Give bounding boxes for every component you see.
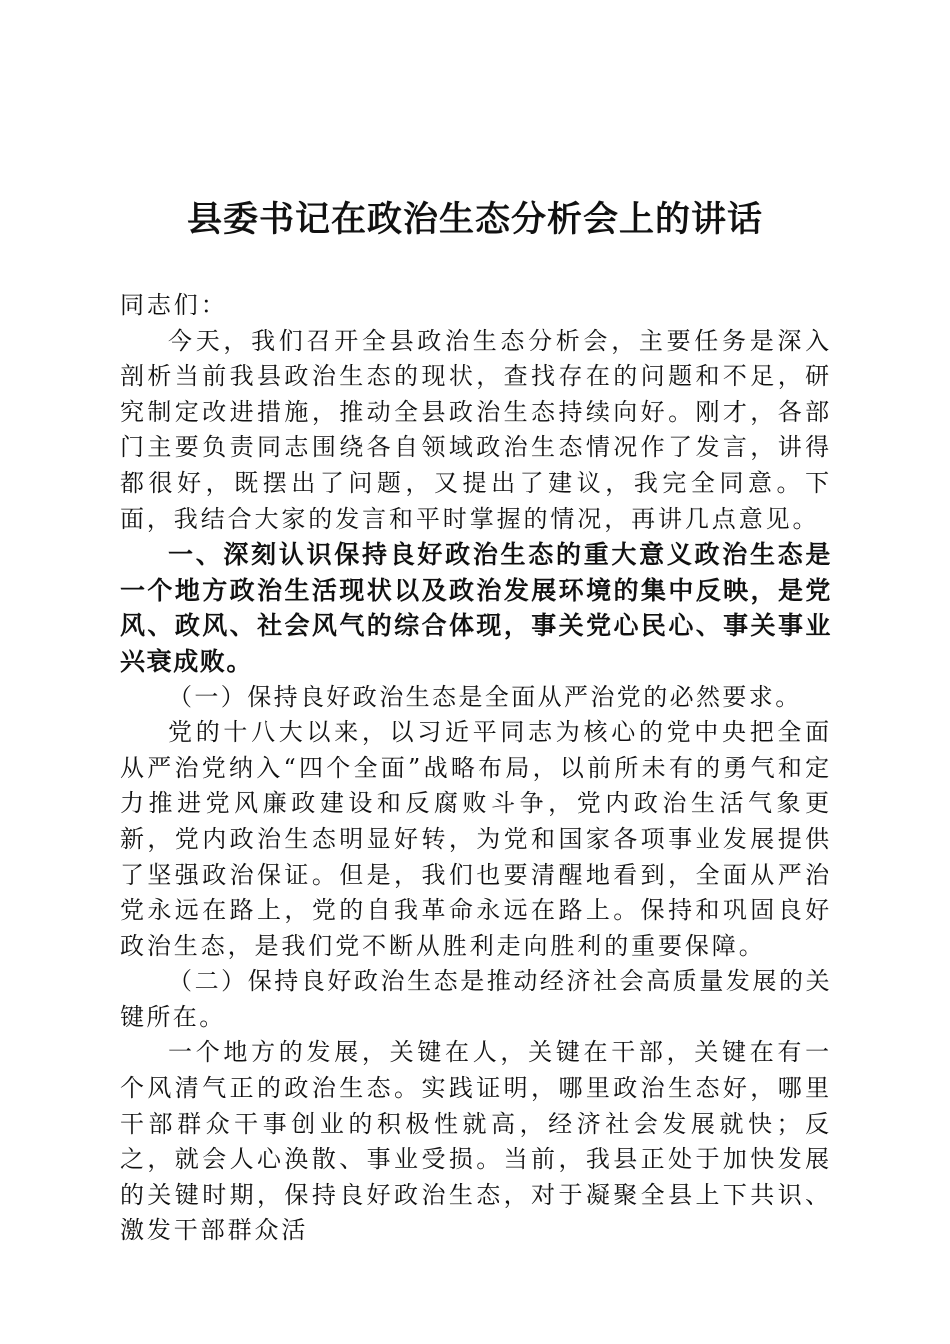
paragraph-intro: 今天，我们召开全县政治生态分析会，主要任务是深入剖析当前我县政治生态的现状，查找存在的问题和不足，研究制定改进措施，推动全县政治生态持续向好。刚才，各部门主要负责同志围绕各自领域政治生态情况作了发言，讲得都很好，既摆出了问题，又提出了建议，我完全同意。下面，我结合大家的发言和平时掌握的情况，再讲几点意见。	[120, 326, 832, 533]
document-title: 县委书记在政治生态分析会上的讲话	[186, 200, 763, 240]
document-body	[120, 288, 832, 1249]
paragraph-1: 党的十八大以来，以习近平同志为核心的党中央把全面从严治党纳入“四个全面”战略布局，以前所未有的勇气和定力推进党风廉政建设和反腐败斗争，党内政治生活气象更新，党内政治生态明显好转，为党和国家各项事业发展提供了坚强政治保证。但是，我们也要清醒地看到，全面从严治党永远在路上，党的自我革命永远在路上。保持和巩固良好政治生态，是我们党不断从胜利走向胜利的重要保障。	[120, 718, 832, 960]
subsection-heading-2: （二）保持良好政治生态是推动经济社会高质量发展的关键所在。	[120, 967, 832, 1031]
section-heading-1: 一、深刻认识保持良好政治生态的重大意义政治生态是一个地方政治生活现状以及政治发展环境的集中反映，是党风、政风、社会风气的综合体现，事关党心民心、事关事业兴衰成败。	[120, 540, 832, 676]
salutation: 同志们：	[120, 291, 228, 319]
subsection-heading-1: （一）保持良好政治生态是全面从严治党的必然要求。	[168, 682, 802, 711]
paragraph-2: 一个地方的发展，关键在人，关键在干部，关键在有一个风清气正的政治生态。实践证明，哪里政治生态好，哪里干部群众干事创业的积极性就高，经济社会发展就快；反之，就会人心涣散、事业受损。当前，我县正处于加快发展的关键时期，保持良好政治生态，对于凝聚全县上下共识、激发干部群众活	[120, 1038, 832, 1245]
